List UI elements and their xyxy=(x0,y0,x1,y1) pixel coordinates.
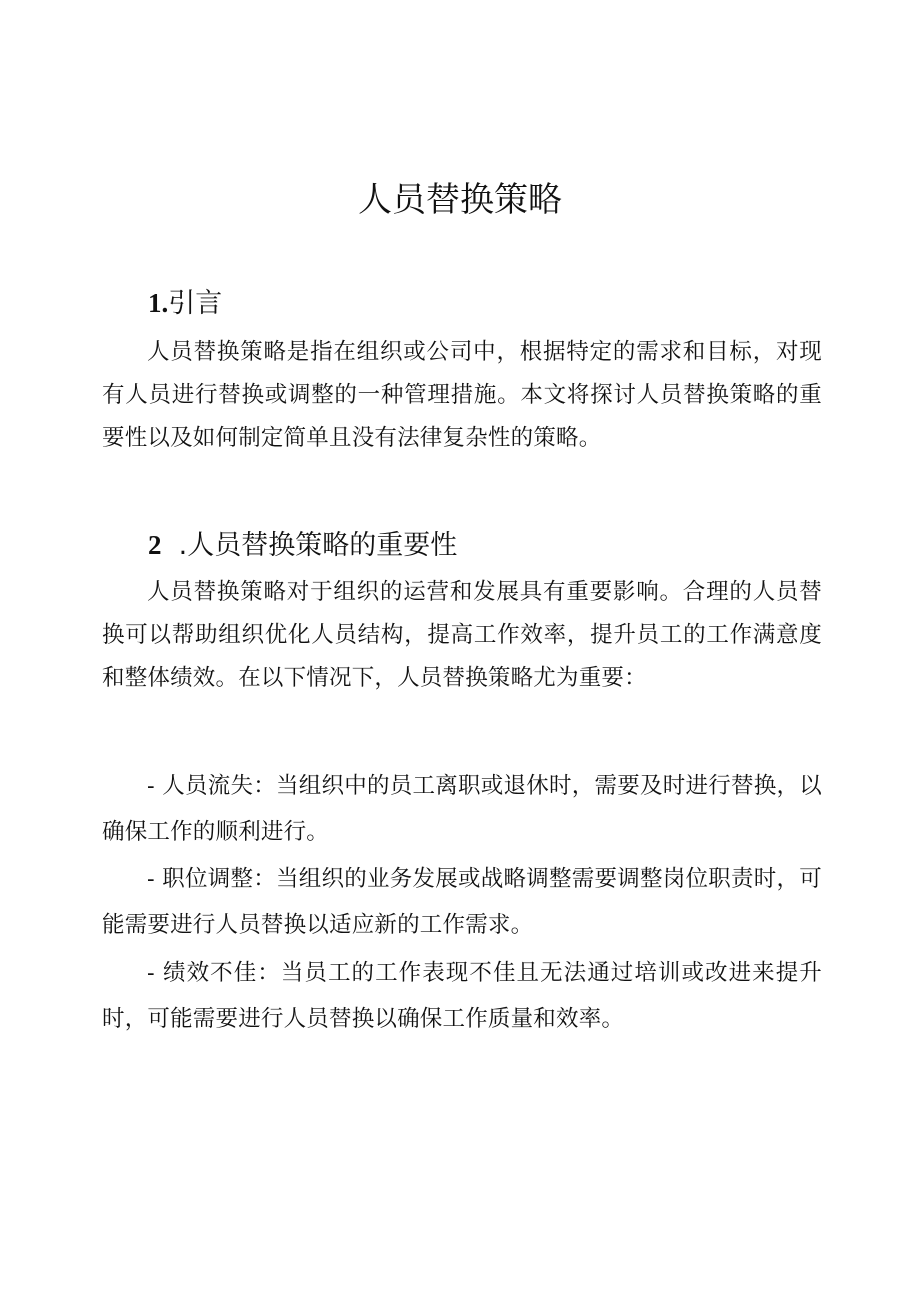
section-1-number: 1. xyxy=(148,288,169,318)
section-1-paragraph: 人员替换策略是指在组织或公司中，根据特定的需求和目标，对现有人员进行替换或调整的一种管理措施。本文将探讨人员替换策略的重要性以及如何制定简单且没有法律复杂性的策略。 xyxy=(102,339,822,451)
list-item: - 人员流失：当组织中的员工离职或退休时，需要及时进行替换，以确保工作的顺利进行。 xyxy=(102,773,822,845)
section-1-heading-text: 引言 xyxy=(168,288,223,319)
section-2-heading-text: .人员替换策略的重要性 xyxy=(178,530,458,561)
document-title: 人员替换策略 xyxy=(358,180,562,220)
section-2-number: 2 xyxy=(148,530,162,560)
section-2-paragraph: 人员替换策略对于组织的运营和发展具有重要影响。合理的人员替换可以帮助组织优化人员结构，提高工作效率，提升员工的工作满意度和整体绩效。在以下情况下，人员替换策略尤为重要： xyxy=(102,579,822,691)
section-2-heading xyxy=(148,525,457,566)
list-item: - 绩效不佳：当员工的工作表现不佳且无法通过培训或改进来提升时，可能需要进行人员替换以确保工作质量和效率。 xyxy=(102,960,822,1032)
section-1-heading xyxy=(148,283,222,324)
list-item: - 职位调整：当组织的业务发展或战略调整需要调整岗位职责时，可能需要进行人员替换以适应新的工作需求。 xyxy=(102,866,822,938)
